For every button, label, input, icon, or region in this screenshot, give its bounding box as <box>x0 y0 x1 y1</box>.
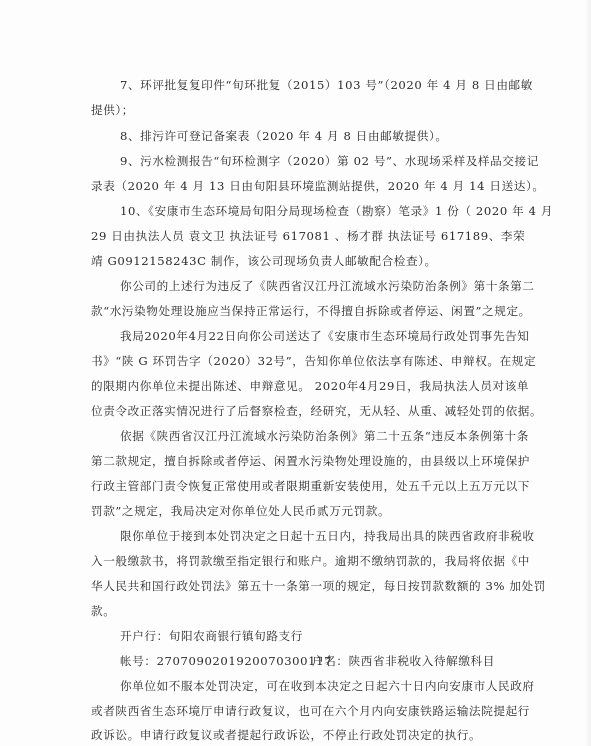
para-basis-4: 罚款”之规定，我局决定对你单位处人民币贰万元罚款。 <box>91 504 391 518</box>
para-notice-3: 的限期内你单位未提出陈述、申辩意见。 2020年4月29日，我局执法人员对该单 <box>91 379 530 393</box>
account-number: 帐号：270709020192007030011​7 <box>120 654 333 668</box>
line-9a: 9、污水检测报告“旬环检测字（2020）第 02 号”、水现场采样及样品交接记 <box>120 154 539 168</box>
line-9b: 录表（2020 年 4 月 13 日由旬阳县环境监测站提供，2020 年 4 月 14 日送达）。 <box>91 179 545 193</box>
para-payment-2: 入一般缴款书，将罚款缴至指定银行和账户。逾期不缴纳罚款的，我局将依据《中 <box>91 554 530 568</box>
para-notice-1: 我局2020年4月22日向你公司送达了《安康市生态环境局行政处罚事先告知 <box>120 329 530 343</box>
para-appeal-3: 政诉讼。申请行政复议或者提起行政诉讼，不停止行政处罚决定的执行。 <box>91 728 482 742</box>
line-10a: 10、《安康市生态环境局旬阳分局现场检查（勘察）笔录》1 份（ 2020 年 4 月 <box>120 204 554 218</box>
line-8: 8、排污许可登记备案表（2020 年 4 月 8 日由邮敏提供）。 <box>120 129 448 143</box>
account-name: 户名：陕西省非税收入待解缴科目 <box>312 654 495 668</box>
para-violation-2: 款“水污染物处理设施应当保持正常运行，不得擅自拆除或者停运、闲置”之规定。 <box>91 304 531 318</box>
line-7b: 提供）； <box>91 103 134 117</box>
line-10c: 靖 G0912158243C 制作，该公司现场负责人邮敏配合检查）。 <box>91 254 437 268</box>
para-payment-1: 限你单位于接到本处罚决定之日起十五日内，持我局出具的陕西省政府非税收 <box>120 529 535 543</box>
page-edge-shadow <box>585 0 591 746</box>
para-notice-4: 位责令改正落实情况进行了后督察检查，经研究，无从轻、从重、减轻处罚的依据。 <box>91 404 543 418</box>
para-violation-1: 你公司的上述行为违反了《陕西省汉江丹江流域水污染防治条例》第十条第二 <box>120 279 535 293</box>
para-appeal-1: 你单位如不服本处罚决定，可在收到本决定之日起六十日内向安康市人民政府 <box>120 679 535 693</box>
para-basis-2: 第二款规定，擅自拆除或者停运、闲置水污染物处理设施的，由县级以上环境保护 <box>91 454 530 468</box>
bank-name: 开户行：旬阳农商银行镇旬路支行 <box>120 629 303 643</box>
para-payment-3: 华人民共和国行政处罚法》第五十一条第一项的规定，每日按罚款数额的 3% 加处罚 <box>91 579 546 593</box>
para-appeal-2: 或者陕西省生态环境厅申请行政复议，也可在六个月内向安康铁路运输法院提起行 <box>91 704 530 718</box>
para-notice-2: 书》“陕 G 环罚告字（2020）32号”，告知你单位依法享有陈述、申辩权。在规定 <box>91 354 537 368</box>
para-basis-3: 行政主管部门责令恢复正常使用或者限期重新安装使用，处五千元以上五万元以下 <box>91 479 530 493</box>
para-basis-1: 依据《陕西省汉江丹江流域水污染防治条例》第二十五条“违反本条例第十条 <box>120 429 529 443</box>
line-7a: 7、环评批复复印件“旬环批复（2015）103 号”（2020 年 4 月 8 日由邮敏 <box>120 78 533 92</box>
line-10b: 29 日由执法人员 袁文卫 执法证号 617081 、杨才群 执法证号 617189、李荣 <box>91 229 526 243</box>
para-payment-4: 款。 <box>91 604 116 618</box>
